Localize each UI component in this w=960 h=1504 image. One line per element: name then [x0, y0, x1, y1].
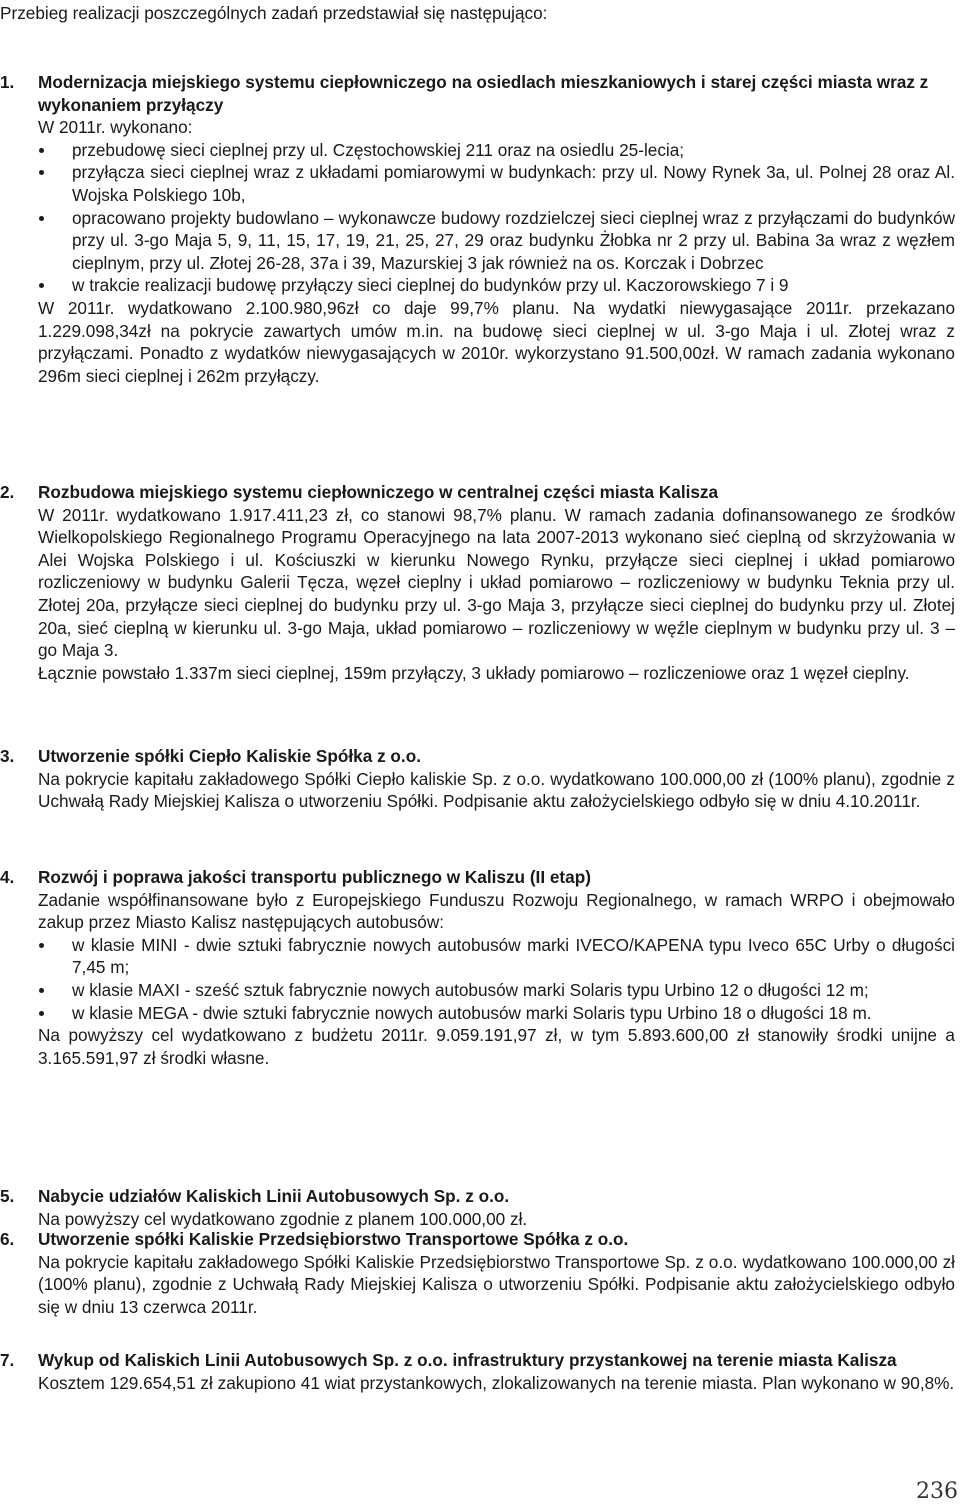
- section-2: [0, 481, 955, 684]
- section-2-summary: Łącznie powstało 1.337m sieci cieplnej, 159m przyłączy, 3 układy pomiarowo – rozliczeniowe oraz 1 węzeł cieplny.: [38, 662, 910, 683]
- section-3-heading: [0, 745, 955, 768]
- section-2-title: Rozbudowa miejskiego systemu ciepłowniczego w centralnej części miasta Kalisza: [38, 482, 719, 502]
- section-5-title: Nabycie udziałów Kaliskich Linii Autobusowych Sp. z o.o.: [38, 1186, 510, 1206]
- section-4-summary: Na powyższy cel wydatkowano z budżetu 2011r. 9.059.191,97 zł, w tym 5.893.600,00 zł stanowiły środki unijne a 3.165.591,97 zł środki własne.: [38, 1025, 955, 1068]
- section-1-summary: W 2011r. wydatkowano 2.100.980,96zł co daje 99,7% planu. Na wydatki niewygasające 2011r. przekazano 1.229.098,34zł na pokrycie zawartych umów m.in. na budowę sieci cieplnej w ul. 3-go Maja i ul. Złotej wraz z przyłączami. Ponadto z wydatków niewygasających w 2010r. wykorzystano 91.500,00zł. W ramach zadania wykonano 296m sieci cieplnej i 262m przyłączy.: [38, 297, 955, 386]
- section-6: [0, 1228, 955, 1318]
- list-item: w trakcie realizacji budowę przyłączy sieci cieplnej do budynków przy ul. Kaczorowskiego 7 i 9: [0, 274, 955, 297]
- section-3-body: [0, 768, 955, 813]
- section-1-number: 1.: [0, 72, 15, 92]
- section-1-title: Modernizacja miejskiego systemu ciepłowniczego na osiedlach mieszkaniowych i starej części miasta wraz z wykonaniem przyłączy: [38, 72, 929, 115]
- section-4-heading: [0, 866, 955, 889]
- section-3-title: Utworzenie spółki Ciepło Kaliskie Spółka z o.o.: [38, 746, 421, 766]
- section-1-heading: [0, 71, 955, 116]
- section-1-list: [38, 139, 955, 297]
- section-7-number: 7.: [0, 1350, 15, 1370]
- section-7-heading: [0, 1349, 955, 1372]
- section-6-paragraph: Na pokrycie kapitału zakładowego Spółki Kaliskie Przedsiębiorstwo Transportowe Sp. z o.o. wydatkowano 100.000,00 zł (100% planu), zgodnie z Uchwałą Rady Miejskiej Kalisza o utworzeniu Spółki. Podpisanie aktu założycielskiego odbyło się w dniu 13 czerwca 2011r.: [38, 1251, 955, 1317]
- section-3: [0, 745, 955, 813]
- section-5-number: 5.: [0, 1186, 15, 1206]
- section-4-body: [0, 889, 955, 1070]
- list-item: opracowano projekty budowlano – wykonawcze budowy rozdzielczej sieci cieplnej wraz z przyłączami do budynków przy ul. 3-go Maja 5, 9, 11, 15, 17, 19, 21, 25, 27, 29 oraz budynku Żłobka nr 2 przy ul. Babina 3a wraz z węzłem cieplnym, przy ul. Złotej 26-28, 37a i 39, Mazurskiej 3 jak również na os. Korczak i Dobrzec: [0, 207, 955, 275]
- section-2-heading: [0, 481, 955, 504]
- section-4-lead: Zadanie współfinansowane było z Europejskiego Funduszu Rozwoju Regionalnego, w ramach WRPO i obejmowało zakup przez Miasto Kalisz następujących autobusów:: [38, 889, 955, 933]
- section-6-number: 6.: [0, 1229, 15, 1249]
- section-1-lead: W 2011r. wykonano:: [38, 117, 193, 138]
- section-6-heading: [0, 1228, 955, 1251]
- section-3-number: 3.: [0, 746, 15, 766]
- section-6-title: Utworzenie spółki Kaliskie Przedsiębiorstwo Transportowe Spółka z o.o.: [38, 1229, 629, 1249]
- section-2-number: 2.: [0, 482, 15, 502]
- section-1-body: [0, 116, 955, 387]
- section-4: [0, 866, 955, 1069]
- list-item: w klasie MEGA - dwie sztuki fabrycznie nowych autobusów marki Solaris typu Urbino 18 o długości 18 m.: [0, 1002, 955, 1025]
- section-2-body: [0, 504, 955, 685]
- list-item: przebudowę sieci cieplnej przy ul. Częstochowskiej 211 oraz na osiedlu 25-lecia;: [0, 139, 955, 162]
- section-5-body: [0, 1208, 955, 1231]
- section-7-body: [0, 1372, 955, 1395]
- list-item: w klasie MAXI - sześć sztuk fabrycznie nowych autobusów marki Solaris typu Urbino 12 o długości 12 m;: [0, 979, 955, 1002]
- list-item: przyłącza sieci cieplnej wraz z układami pomiarowymi w budynkach: przy ul. Nowy Rynek 3a, ul. Polnej 28 oraz Al. Wojska Polskiego 10b,: [0, 161, 955, 206]
- section-7-title: Wykup od Kaliskich Linii Autobusowych Sp. z o.o. infrastruktury przystankowej na terenie miasta Kalisza: [38, 1350, 897, 1370]
- section-7: [0, 1349, 955, 1394]
- section-3-paragraph: Na pokrycie kapitału zakładowego Spółki Ciepło kaliskie Sp. z o.o. wydatkowano 100.000,00 zł (100% planu), zgodnie z Uchwałą Rady Miejskiej Kalisza o utworzeniu Spółki. Podpisanie aktu założycielskiego odbyło się w dniu 4.10.2011r.: [38, 768, 955, 812]
- section-1: [0, 71, 955, 387]
- section-5-heading: [0, 1185, 955, 1208]
- list-item: w klasie MINI - dwie sztuki fabrycznie nowych autobusów marki IVECO/KAPENA typu Iveco 65C Urby o długości 7,45 m;: [0, 934, 955, 979]
- page-number: 236: [916, 1479, 958, 1504]
- section-5-paragraph: Na powyższy cel wydatkowano zgodnie z planem 100.000,00 zł.: [38, 1208, 528, 1229]
- section-5: [0, 1185, 955, 1230]
- section-6-body: [0, 1251, 955, 1319]
- intro-text: Przebieg realizacji poszczególnych zadań przedstawiał się następująco:: [0, 3, 548, 23]
- section-4-number: 4.: [0, 867, 15, 887]
- section-4-list: [38, 934, 955, 1024]
- section-2-paragraph: W 2011r. wydatkowano 1.917.411,23 zł, co stanowi 98,7% planu. W ramach zadania dofinansowanego ze środków Wielkopolskiego Regionalnego Programu Operacyjnego na lata 2007-2013 wykonano sieć cieplną od skrzyżowania w Alei Wojska Polskiego i ul. Kościuszki w kierunku Nowego Rynku, przyłącze sieci cieplnej i układ pomiarowo rozliczeniowy w budynku Galerii Tęcza, węzeł cieplny i układ pomiarowo – rozliczeniowy w budynku Teknia przy ul. Złotej 20a, przyłącze sieci cieplnej do budynku przy ul. 3-go Maja 3, przyłącze sieci cieplnej do budynku przy ul. Złotej 20a, sieć cieplną w kierunku ul. 3-go Maja, układ pomiarowo – rozliczeniowy w węźle cieplnym w budynku przy ul. 3 – go Maja 3.: [38, 504, 955, 661]
- section-4-title: Rozwój i poprawa jakości transportu publicznego w Kaliszu (II etap): [38, 867, 591, 887]
- section-7-paragraph: Kosztem 129.654,51 zł zakupiono 41 wiat przystankowych, zlokalizowanych na terenie miasta. Plan wykonano w 90,8%.: [38, 1372, 955, 1393]
